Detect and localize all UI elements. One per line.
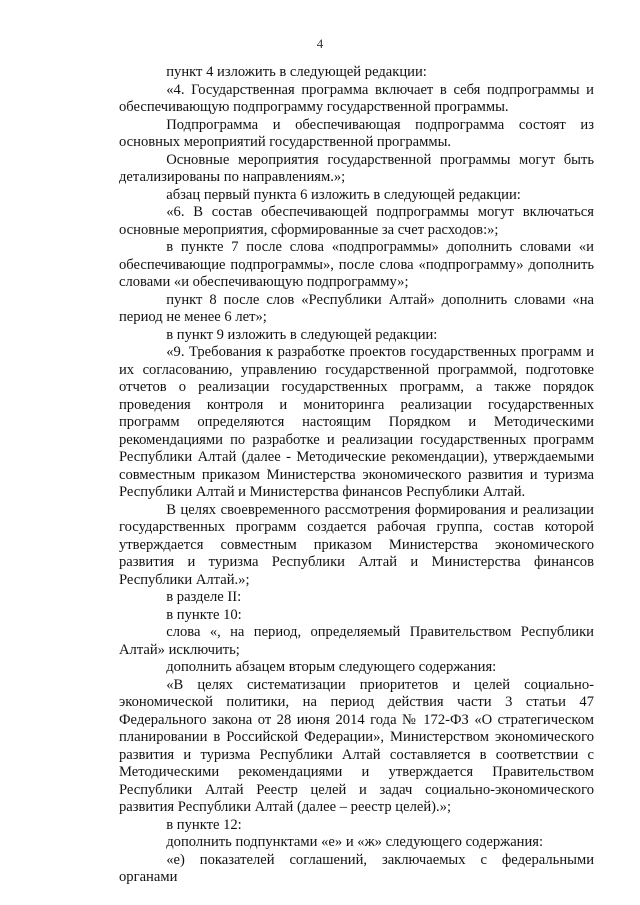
paragraph-5: абзац первый пункта 6 изложить в следующей редакции: <box>166 186 521 203</box>
paragraph-2: «4. Государственная программа включает в себя подпрограммы и обеспечивающую подпрограмму государственной программы. <box>119 81 594 115</box>
paragraph-14: слова «, на период, определяемый Правительством Республики Алтай» исключить; <box>119 624 594 658</box>
paragraph-15: дополнить абзацем вторым следующего содержания: <box>166 659 497 675</box>
page-number: 4 <box>316 36 324 51</box>
paragraph-6: «6. В состав обеспечивающей подпрограммы могут включаться основные мероприятия, сформированные за счет расходов:»; <box>119 204 594 238</box>
paragraph-18: дополнить подпунктами «е» и «ж» следующего содержания: <box>166 834 544 850</box>
paragraph-9: в пункт 9 изложить в следующей редакции: <box>166 326 438 343</box>
paragraph-1: пункт 4 изложить в следующей редакции: <box>166 64 427 80</box>
document-body <box>119 64 594 887</box>
paragraph-16: «В целях систематизации приоритетов и целей социально-экономической политики, на период действия части 3 статьи 47 Федерального закона от 28 июня 2014 года № 172-ФЗ «О стратегическом планировании в Российской Федерации», Министерством экономического развития и туризма Республики Алтай составляется в соответствии с Методическими рекомендациями и утверждается Правительством Республики Алтай Реестр целей и задач социально-экономического развития Республики Алтай (далее – реестр целей).»; <box>119 676 594 815</box>
paragraph-17: в пункте 12: <box>166 816 242 833</box>
paragraph-8: пункт 8 после слов «Республики Алтай» дополнить словами «на период не менее 6 лет»; <box>119 291 594 325</box>
paragraph-13: в пункте 10: <box>166 606 242 623</box>
paragraph-3: Подпрограмма и обеспечивающая подпрограмма состоят из основных мероприятий государственной программы. <box>119 116 594 150</box>
paragraph-10: «9. Требования к разработке проектов государственных программ и их согласованию, управлению государственной программой, подготовке отчетов о реализации государственных программ, а также порядок проведения контроля и мониторинга реализации государственных программ определяются настоящим Порядком и Методическими рекомендациями по разработке и реализации государственных программ Республики Алтай (далее - Методические рекомендации), утверждаемыми совместным приказом Министерства экономического развития и туризма Республики Алтай и Министерства финансов Республики Алтай. <box>119 344 594 500</box>
paragraph-11: В целях своевременного рассмотрения формирования и реализации государственных программ создается рабочая группа, состав которой утверждается совместным приказом Министерства экономического развития и туризма Республики Алтай и Министерства финансов Республики Алтай.»; <box>119 501 594 588</box>
paragraph-19: «е) показателей соглашений, заключаемых с федеральными органами <box>119 851 594 885</box>
paragraph-12: в разделе II: <box>166 589 242 605</box>
paragraph-7: в пункте 7 после слова «подпрограммы» дополнить словами «и обеспечивающие подпрограммы», после слова «подпрограмму» дополнить словами «и обеспечивающую подпрограмму»; <box>119 239 594 290</box>
paragraph-4: Основные мероприятия государственной программы могут быть детализированы по направлениям.»; <box>119 151 594 185</box>
